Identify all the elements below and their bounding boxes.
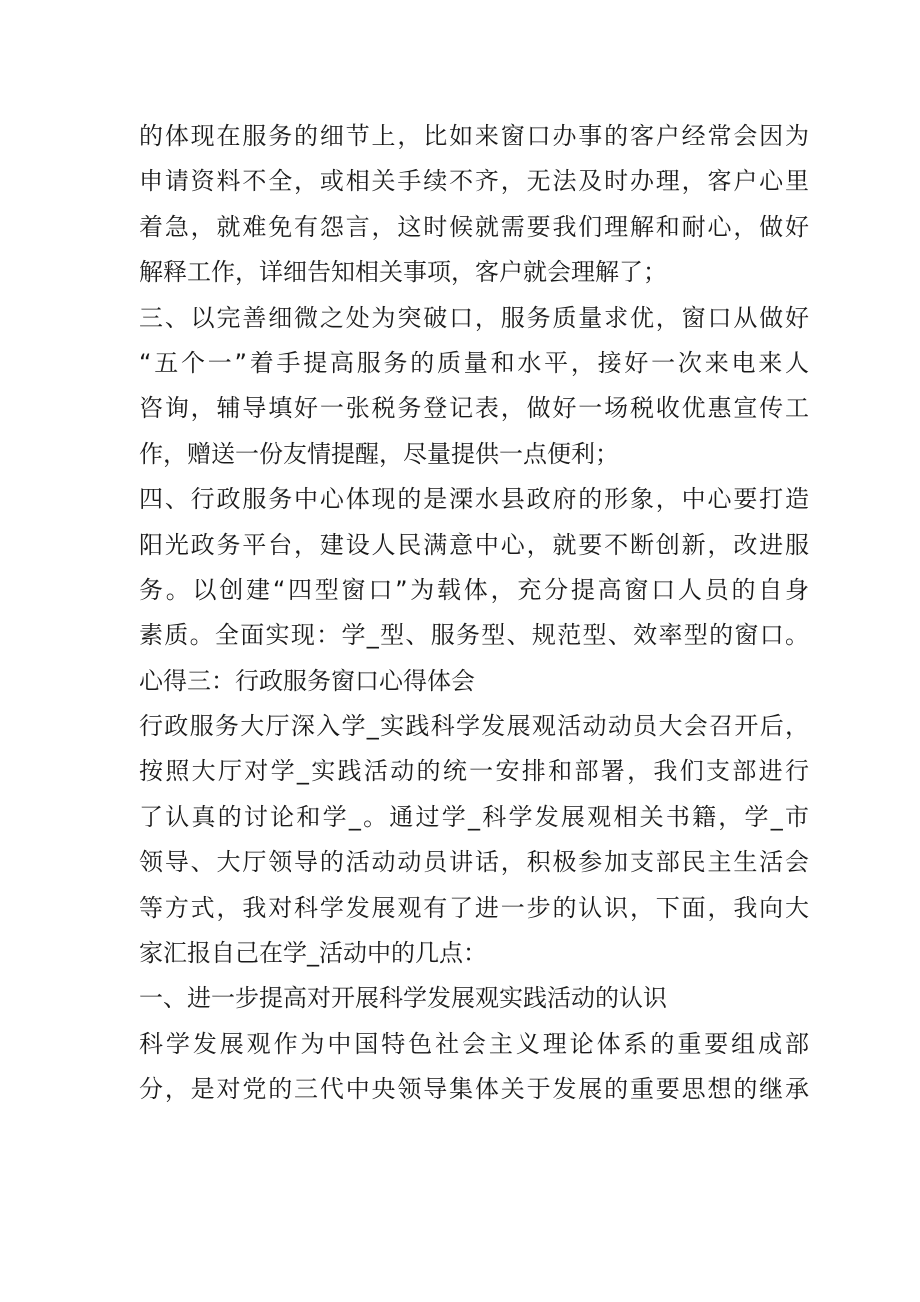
- text-line: “五个一”着手提高服务的质量和水平，接好一次来电来人: [139, 348, 809, 377]
- body-text: [139, 114, 809, 1113]
- text-line: 申请资料不全，或相关手续不齐，无法及时办理，客户心里: [139, 167, 809, 196]
- text-line: 了认真的讨论和学_。通过学_科学发展观相关书籍，学_市: [139, 802, 809, 831]
- text-line: 行政服务大厅深入学_实践科学发展观活动动员大会召开后，: [139, 712, 809, 741]
- text-line: 三、以完善细微之处为突破口，服务质量求优，窗口从做好: [139, 303, 809, 332]
- text-line: 等方式，我对科学发展观有了进一步的认识，下面，我向大: [139, 893, 809, 922]
- subsection-heading: 一、进一步提高对开展科学发展观实践活动的认识: [139, 984, 667, 1013]
- text-line: 作，赠送一份友情提醒，尽量提供一点便利；: [139, 439, 619, 468]
- text-line: 领导、大厅领导的活动动员讲话，积极参加支部民主生活会: [139, 848, 809, 877]
- text-line: 阳光政务平台，建设人民满意中心，就要不断创新，改进服: [139, 530, 809, 559]
- text-line: 咨询，辅导填好一张税务登记表，做好一场税收优惠宣传工: [139, 394, 809, 423]
- text-line: 分，是对党的三代中央领导集体关于发展的重要思想的继承: [139, 1075, 809, 1104]
- text-line: 的体现在服务的细节上，比如来窗口办事的客户经常会因为: [139, 122, 809, 150]
- text-line: 解释工作，详细告知相关事项，客户就会理解了；: [139, 258, 667, 287]
- text-line: 务。以创建“四型窗口”为载体，充分提高窗口人员的自身: [139, 575, 809, 604]
- text-line: 素质。全面实现：学_型、服务型、规范型、效率型的窗口。: [139, 621, 809, 650]
- text-line: 四、行政服务中心体现的是溧水县政府的形象，中心要打造: [139, 485, 809, 514]
- section-heading: 心得三：行政服务窗口心得体会: [139, 666, 475, 695]
- text-line: 按照大厅对学_实践活动的统一安排和部署，我们支部进行: [139, 757, 809, 786]
- text-line: 科学发展观作为中国特色社会主义理论体系的重要组成部: [139, 1029, 809, 1058]
- text-line: 着急，就难免有怨言，这时候就需要我们理解和耐心，做好: [139, 212, 809, 241]
- text-line: 家汇报自己在学_活动中的几点：: [139, 939, 487, 968]
